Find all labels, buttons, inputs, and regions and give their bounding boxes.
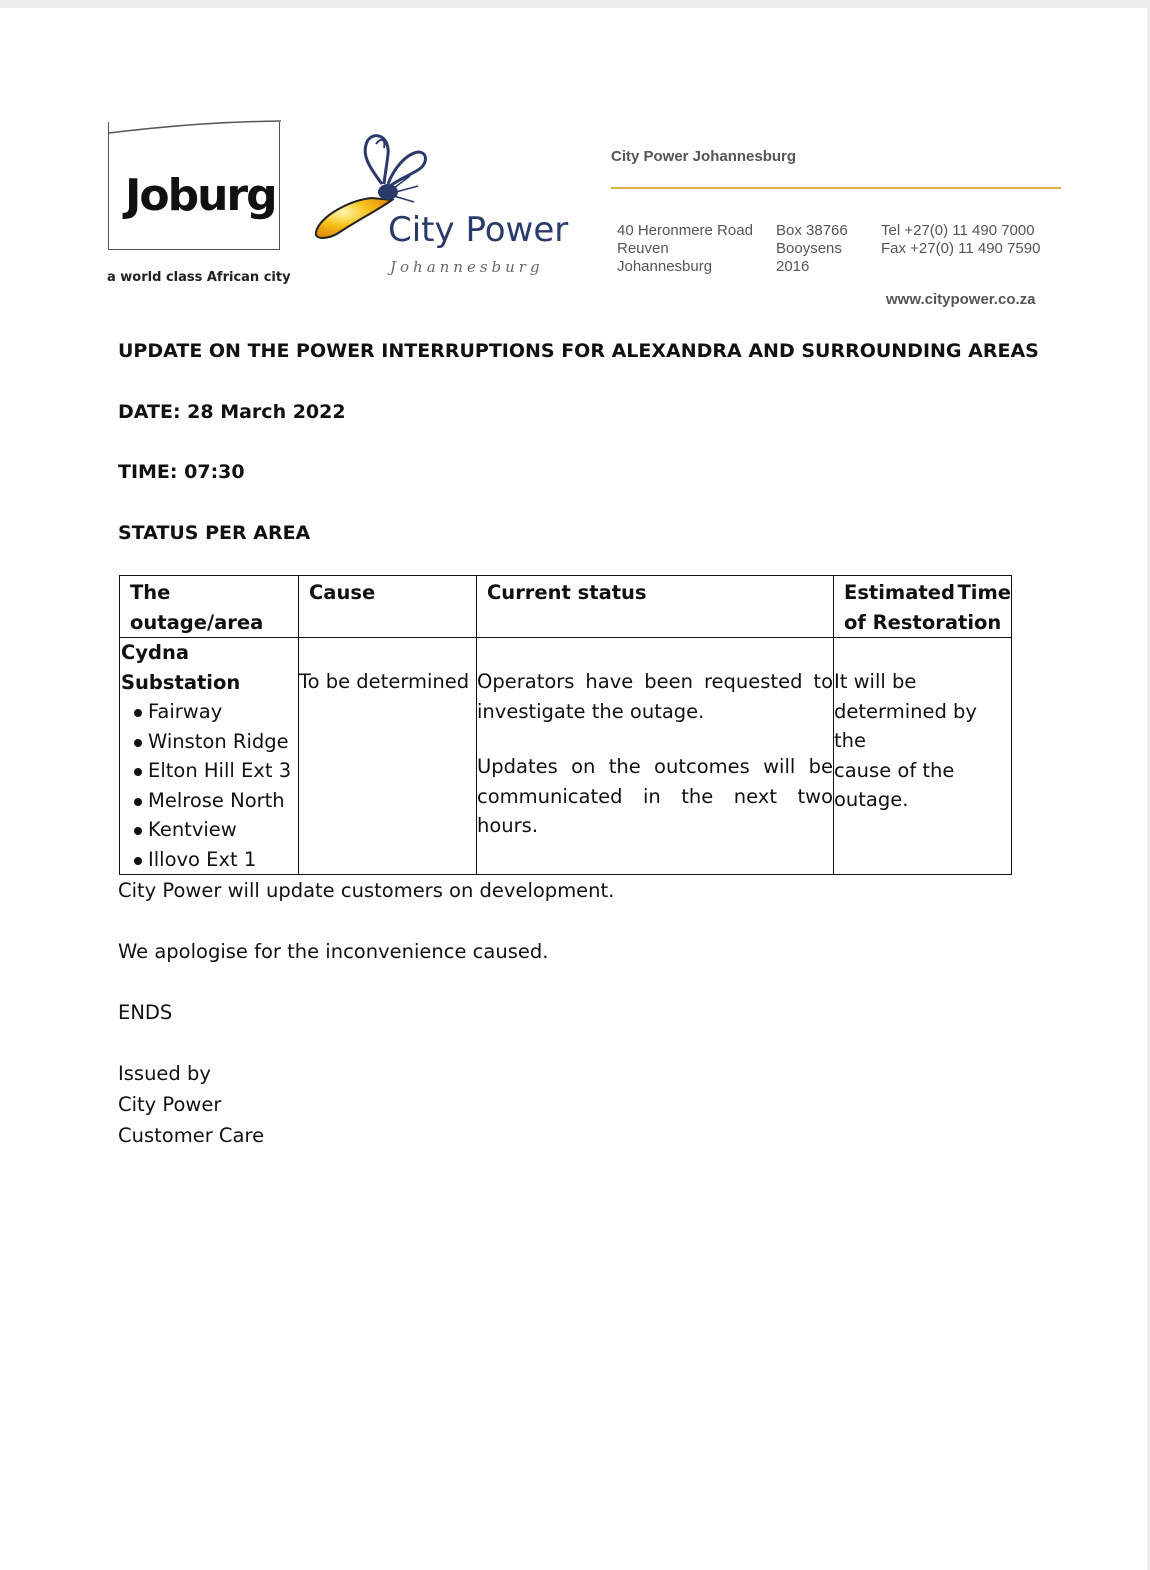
company-name: City Power Johannesburg [611,148,797,165]
table-row [120,638,1012,875]
header-time-word: Time [957,581,1011,604]
list-item: Melrose North [134,786,298,816]
document-title: UPDATE ON THE POWER INTERRUPTIONS FOR ALEXANDRA AND SURROUNDING AREAS [118,340,1039,362]
header-restoration-word: of Restoration [844,610,1002,634]
document-time: TIME: 07:30 [118,461,245,483]
po-box-line: 2016 [776,258,810,275]
fax-line: Fax +27(0) 11 490 7590 [881,240,1041,257]
status-text-2: Updates on the outcomes will be communicated in the next two hours. [477,755,833,837]
address-block [617,222,753,276]
issued-by: Issued by [118,1062,211,1085]
cell-estimated-restoration [834,638,1012,875]
list-item: Kentview [134,815,298,845]
address-line: Reuven [617,240,669,257]
cause-text: To be determined [299,670,470,693]
apology-note: We apologise for the inconvenience caused. [118,940,549,963]
cell-cause [299,638,477,875]
city-power-logo-name: City Power [388,210,569,250]
contact-block [881,222,1040,258]
city-power-logo-subtitle: Johannesburg [390,258,544,276]
page-top-border [0,0,1150,8]
phone-line: Tel +27(0) 11 490 7000 [881,222,1035,239]
table-header-row [120,576,1012,638]
header-current-status: Current status [477,576,834,638]
ends-marker: ENDS [118,1001,173,1024]
cell-current-status [477,638,834,875]
document-date: DATE: 28 March 2022 [118,401,346,423]
status-table [119,575,1012,875]
list-item: Elton Hill Ext 3 [134,756,298,786]
header-cause: Cause [299,576,477,638]
list-item: Fairway [134,697,298,727]
header-estimated-restoration [834,576,1012,638]
list-item: Winston Ridge [134,727,298,757]
substation-name: Cydna Substation [121,641,241,694]
joburg-logo-text: Joburg [125,170,276,221]
section-heading: STATUS PER AREA [118,522,311,544]
status-text-1: Operators have been requested to investigate the outage. [477,670,833,723]
address-line: 40 Heronmere Road [617,222,753,239]
issuer-org: City Power [118,1093,222,1116]
update-note: City Power will update customers on development. [118,879,615,902]
joburg-logo-arc [108,120,282,134]
address-line: Johannesburg [617,258,713,275]
cell-outage-area [120,638,299,875]
po-box-block [776,222,848,276]
header-estimated-word: Estimated [844,581,955,604]
website-link[interactable]: www.citypower.co.za [886,291,1036,308]
po-box-line: Box 38766 [776,222,848,239]
header-outage-area: The outage/area [120,576,299,638]
estimated-text: It will be determined by the cause of the outage. [834,670,977,811]
header-divider [611,187,1061,189]
joburg-tagline: a world class African city [107,270,291,285]
issuer-dept: Customer Care [118,1124,265,1147]
affected-areas-list [120,697,298,874]
list-item: Illovo Ext 1 [134,845,298,875]
po-box-line: Booysens [776,240,842,257]
